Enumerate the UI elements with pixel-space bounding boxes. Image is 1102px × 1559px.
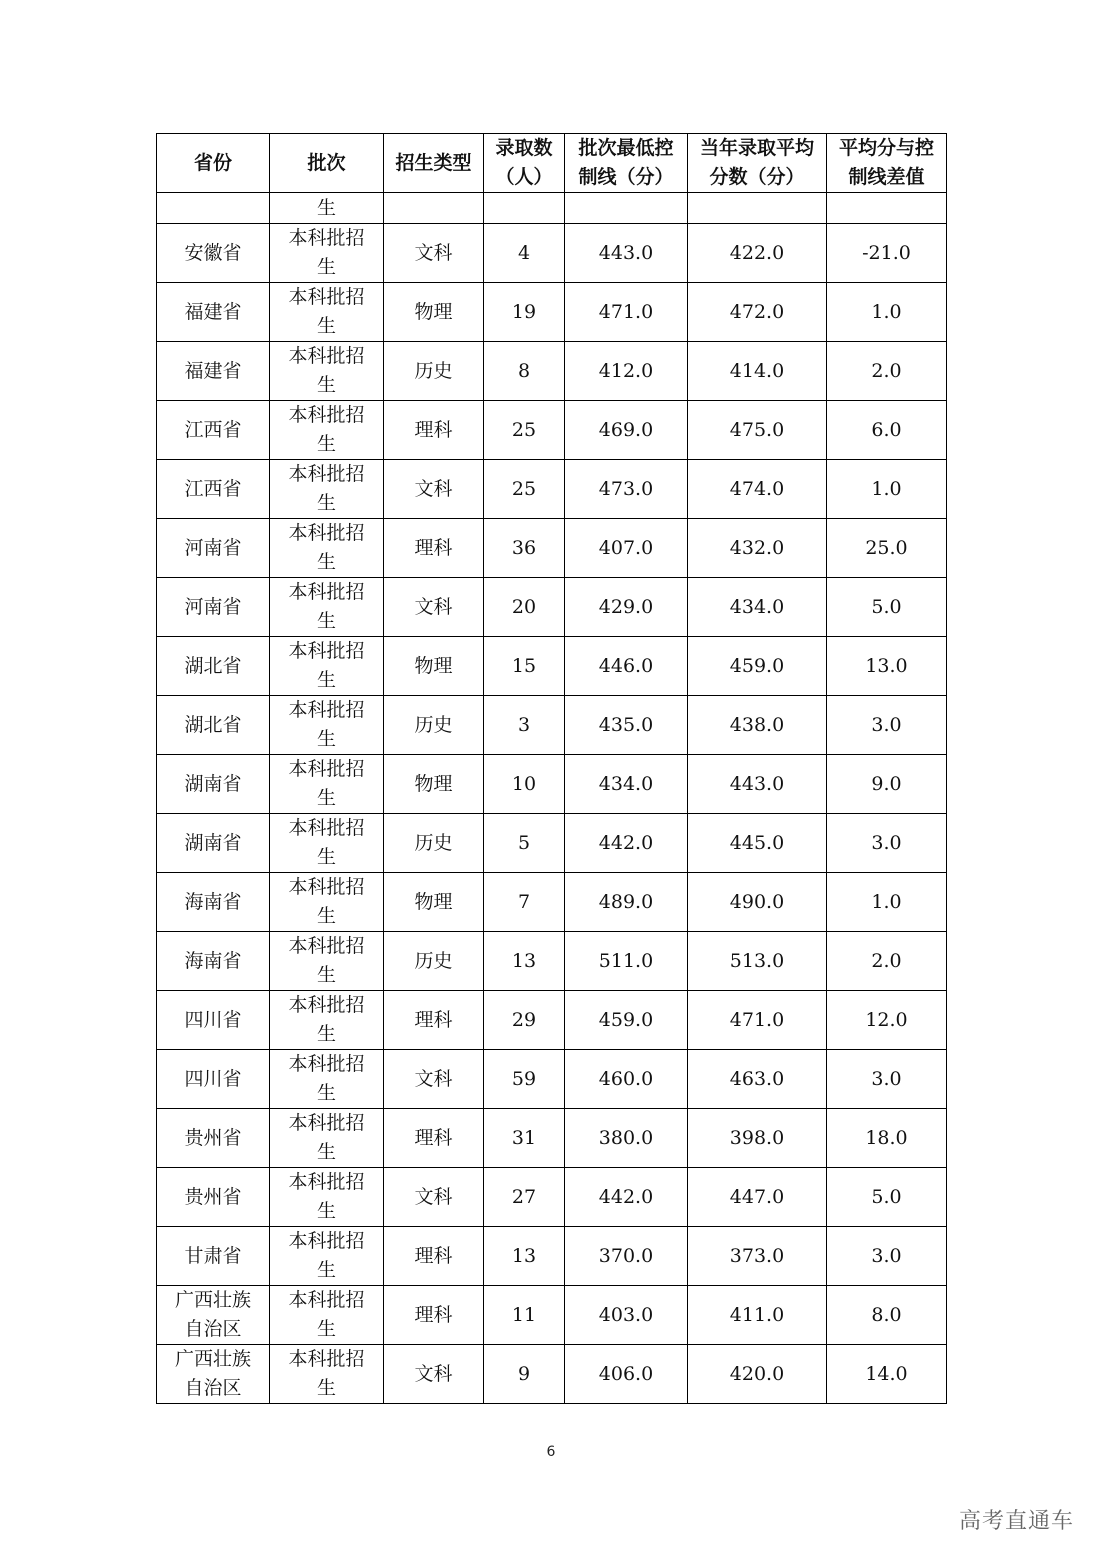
cell-line: 四川省	[184, 1067, 242, 1090]
cell-average-score: 434.0	[688, 578, 827, 637]
admission-scores-table	[156, 133, 947, 1404]
cell-admission-type: 理科	[384, 1286, 484, 1345]
table-cell	[384, 193, 484, 224]
cell-score-difference: 25.0	[827, 519, 947, 578]
table-row	[157, 460, 947, 519]
cell-admitted-count: 29	[484, 991, 565, 1050]
cell-admitted-count: 13	[484, 932, 565, 991]
table-row	[157, 283, 947, 342]
cell-min-control-line: 446.0	[565, 637, 688, 696]
header-province	[157, 134, 270, 193]
cell-min-control-line: 469.0	[565, 401, 688, 460]
cell-province	[157, 873, 270, 932]
cell-batch	[270, 814, 384, 873]
cell-line: 本科批招	[288, 994, 365, 1016]
table-row	[157, 932, 947, 991]
table-header-row	[157, 134, 947, 193]
cell-line: 江西省	[184, 418, 242, 441]
table-row	[157, 637, 947, 696]
cell-line: 福建省	[184, 359, 242, 382]
cell-province	[157, 1109, 270, 1168]
cell-average-score: 438.0	[688, 696, 827, 755]
cell-admitted-count: 36	[484, 519, 565, 578]
cell-average-score: 474.0	[688, 460, 827, 519]
cell-score-difference: 3.0	[827, 814, 947, 873]
cell-admission-type: 历史	[384, 814, 484, 873]
cell-line: 本科批招	[288, 758, 365, 780]
cell-min-control-line: 473.0	[565, 460, 688, 519]
cell-line: 本科批招	[288, 522, 365, 544]
table-row	[157, 519, 947, 578]
cell-min-control-line: 435.0	[565, 696, 688, 755]
cell-line: 生	[316, 1082, 336, 1104]
cell-province	[157, 814, 270, 873]
cell-province	[157, 578, 270, 637]
table-row	[157, 1227, 947, 1286]
cell-line: 本科批招	[288, 1230, 365, 1252]
cell-admitted-count: 15	[484, 637, 565, 696]
cell-line: 生	[316, 374, 336, 396]
cell-min-control-line: 459.0	[565, 991, 688, 1050]
cell-batch	[270, 1345, 384, 1404]
cell-line: 本科批招	[288, 876, 365, 898]
cell-province	[157, 696, 270, 755]
table-row	[157, 755, 947, 814]
cell-score-difference: 12.0	[827, 991, 947, 1050]
cell-score-difference: -21.0	[827, 224, 947, 283]
cell-average-score: 445.0	[688, 814, 827, 873]
cell-line: 招生类型	[395, 151, 472, 174]
cell-score-difference: 3.0	[827, 696, 947, 755]
cell-province	[157, 342, 270, 401]
cell-admission-type: 历史	[384, 696, 484, 755]
cell-average-score: 443.0	[688, 755, 827, 814]
cell-line: 批次最低控	[578, 137, 674, 159]
cell-min-control-line: 434.0	[565, 755, 688, 814]
cell-score-difference: 1.0	[827, 283, 947, 342]
cell-admitted-count: 27	[484, 1168, 565, 1227]
cell-admitted-count: 19	[484, 283, 565, 342]
header-admission-type	[384, 134, 484, 193]
cell-min-control-line: 429.0	[565, 578, 688, 637]
cell-average-score: 475.0	[688, 401, 827, 460]
cell-line: 生	[316, 610, 336, 632]
table-row	[157, 873, 947, 932]
cell-province	[157, 637, 270, 696]
cell-admitted-count: 7	[484, 873, 565, 932]
cell-line: 河南省	[184, 595, 242, 618]
cell-line: 甘肃省	[184, 1244, 242, 1267]
cell-line: 本科批招	[288, 581, 365, 603]
cell-province	[157, 283, 270, 342]
cell-line: 本科批招	[288, 1289, 365, 1311]
cell-line: 制线（分）	[578, 166, 674, 188]
table-row	[157, 1109, 947, 1168]
cell-admitted-count: 13	[484, 1227, 565, 1286]
cell-score-difference: 9.0	[827, 755, 947, 814]
cell-admission-type: 文科	[384, 460, 484, 519]
cell-batch	[270, 342, 384, 401]
cell-min-control-line: 370.0	[565, 1227, 688, 1286]
cell-province	[157, 401, 270, 460]
cell-batch	[270, 932, 384, 991]
cell-admission-type: 物理	[384, 755, 484, 814]
cell-admission-type: 历史	[384, 342, 484, 401]
cell-score-difference: 8.0	[827, 1286, 947, 1345]
cell-admitted-count: 8	[484, 342, 565, 401]
cell-admitted-count: 20	[484, 578, 565, 637]
cell-line: 生	[316, 256, 336, 278]
table-cell	[688, 193, 827, 224]
header-admitted-count	[484, 134, 565, 193]
cell-line: 生	[316, 1141, 336, 1163]
cell-batch	[270, 873, 384, 932]
cell-line: 生	[316, 1259, 336, 1281]
table-row	[157, 224, 947, 283]
table-row	[157, 1345, 947, 1404]
table-row	[157, 1168, 947, 1227]
cell-province	[157, 1286, 270, 1345]
cell-line: 河南省	[184, 536, 242, 559]
header-min-control-line	[565, 134, 688, 193]
table-row	[157, 1050, 947, 1109]
cell-batch	[270, 578, 384, 637]
cell-batch	[270, 224, 384, 283]
cell-line: 生	[316, 492, 336, 514]
cell-line: 海南省	[184, 890, 242, 913]
table-cell: 生	[270, 193, 384, 224]
cell-line: 湖南省	[184, 772, 242, 795]
cell-province	[157, 1168, 270, 1227]
cell-score-difference: 13.0	[827, 637, 947, 696]
cell-batch	[270, 1168, 384, 1227]
cell-min-control-line: 406.0	[565, 1345, 688, 1404]
cell-line: 本科批招	[288, 227, 365, 249]
watermark: 高考直通车	[958, 1509, 1074, 1534]
cell-admitted-count: 59	[484, 1050, 565, 1109]
table-cell	[484, 193, 565, 224]
cell-admitted-count: 25	[484, 460, 565, 519]
table-row	[157, 578, 947, 637]
cell-admission-type: 理科	[384, 401, 484, 460]
cell-line: 平均分与控	[838, 137, 934, 159]
cell-line: 安徽省	[184, 241, 242, 264]
cell-admitted-count: 9	[484, 1345, 565, 1404]
cell-average-score: 420.0	[688, 1345, 827, 1404]
cell-line: 本科批招	[288, 463, 365, 485]
cell-line: 省份	[193, 151, 232, 174]
cell-line: 生	[316, 846, 336, 868]
cell-score-difference: 2.0	[827, 932, 947, 991]
cell-admission-type: 文科	[384, 1050, 484, 1109]
cell-admitted-count: 4	[484, 224, 565, 283]
cell-average-score: 373.0	[688, 1227, 827, 1286]
cell-admission-type: 文科	[384, 1168, 484, 1227]
cell-line: 生	[316, 905, 336, 927]
cell-average-score: 411.0	[688, 1286, 827, 1345]
cell-line: 本科批招	[288, 640, 365, 662]
cell-score-difference: 2.0	[827, 342, 947, 401]
cell-average-score: 472.0	[688, 283, 827, 342]
cell-batch	[270, 460, 384, 519]
cell-admission-type: 物理	[384, 283, 484, 342]
cell-batch	[270, 519, 384, 578]
cell-average-score: 447.0	[688, 1168, 827, 1227]
cell-batch	[270, 637, 384, 696]
cell-line: 福建省	[184, 300, 242, 323]
cell-admission-type: 理科	[384, 1109, 484, 1168]
cell-line: 生	[316, 551, 336, 573]
table-cell	[157, 193, 270, 224]
cell-admitted-count: 3	[484, 696, 565, 755]
cell-admission-type: 文科	[384, 1345, 484, 1404]
cell-min-control-line: 471.0	[565, 283, 688, 342]
header-batch	[270, 134, 384, 193]
cell-line: 生	[316, 669, 336, 691]
cell-min-control-line: 407.0	[565, 519, 688, 578]
cell-province	[157, 1050, 270, 1109]
cell-line: （人）	[495, 166, 553, 188]
cell-line: 分数（分）	[709, 166, 805, 188]
cell-province	[157, 224, 270, 283]
cell-line: 本科批招	[288, 286, 365, 308]
cell-average-score: 513.0	[688, 932, 827, 991]
cell-admission-type: 历史	[384, 932, 484, 991]
cell-score-difference: 6.0	[827, 401, 947, 460]
cell-min-control-line: 380.0	[565, 1109, 688, 1168]
cell-average-score: 463.0	[688, 1050, 827, 1109]
cell-province	[157, 755, 270, 814]
cell-min-control-line: 412.0	[565, 342, 688, 401]
cell-admitted-count: 31	[484, 1109, 565, 1168]
table-row	[157, 814, 947, 873]
cell-line: 本科批招	[288, 1171, 365, 1193]
cell-line: 广西壮族	[174, 1289, 251, 1311]
cell-line: 生	[316, 1377, 336, 1399]
cell-admitted-count: 11	[484, 1286, 565, 1345]
cell-province	[157, 460, 270, 519]
cell-score-difference: 1.0	[827, 460, 947, 519]
cell-line: 本科批招	[288, 404, 365, 426]
cell-line: 生	[316, 315, 336, 337]
cell-batch	[270, 1050, 384, 1109]
cell-admission-type: 物理	[384, 873, 484, 932]
table-cell	[565, 193, 688, 224]
cell-admission-type: 文科	[384, 224, 484, 283]
cell-score-difference: 14.0	[827, 1345, 947, 1404]
cell-average-score: 490.0	[688, 873, 827, 932]
cell-batch	[270, 401, 384, 460]
cell-line: 生	[316, 787, 336, 809]
cell-min-control-line: 442.0	[565, 814, 688, 873]
cell-line: 本科批招	[288, 699, 365, 721]
cell-batch	[270, 1286, 384, 1345]
table-row	[157, 1286, 947, 1345]
cell-line: 生	[316, 1023, 336, 1045]
cell-province	[157, 932, 270, 991]
cell-line: 生	[316, 1318, 336, 1340]
cell-score-difference: 5.0	[827, 1168, 947, 1227]
cell-average-score: 414.0	[688, 342, 827, 401]
cell-line: 本科批招	[288, 1112, 365, 1134]
cell-score-difference: 3.0	[827, 1227, 947, 1286]
cell-admission-type: 理科	[384, 991, 484, 1050]
page-number: 6	[546, 1444, 556, 1460]
table-cell	[827, 193, 947, 224]
cell-line: 海南省	[184, 949, 242, 972]
cell-line: 自治区	[184, 1318, 242, 1340]
table-row-continuation	[157, 193, 947, 224]
cell-line: 本科批招	[288, 345, 365, 367]
cell-admitted-count: 10	[484, 755, 565, 814]
cell-score-difference: 5.0	[827, 578, 947, 637]
table-row	[157, 342, 947, 401]
cell-batch	[270, 696, 384, 755]
header-score-difference	[827, 134, 947, 193]
cell-line: 湖北省	[184, 713, 242, 736]
cell-average-score: 471.0	[688, 991, 827, 1050]
cell-line: 贵州省	[184, 1185, 242, 1208]
cell-line: 当年录取平均	[699, 137, 814, 159]
cell-min-control-line: 443.0	[565, 224, 688, 283]
cell-batch	[270, 283, 384, 342]
cell-average-score: 422.0	[688, 224, 827, 283]
cell-batch	[270, 991, 384, 1050]
cell-line: 生	[316, 1200, 336, 1222]
table-row	[157, 401, 947, 460]
cell-min-control-line: 403.0	[565, 1286, 688, 1345]
cell-min-control-line: 511.0	[565, 932, 688, 991]
cell-province	[157, 1227, 270, 1286]
cell-admission-type: 理科	[384, 1227, 484, 1286]
cell-admission-type: 物理	[384, 637, 484, 696]
cell-line: 湖北省	[184, 654, 242, 677]
header-average-score	[688, 134, 827, 193]
cell-admitted-count: 25	[484, 401, 565, 460]
cell-line: 生	[316, 964, 336, 986]
cell-line: 本科批招	[288, 817, 365, 839]
cell-line: 广西壮族	[174, 1348, 251, 1370]
cell-score-difference: 3.0	[827, 1050, 947, 1109]
cell-line: 自治区	[184, 1377, 242, 1399]
table-row	[157, 696, 947, 755]
cell-admission-type: 理科	[384, 519, 484, 578]
cell-line: 江西省	[184, 477, 242, 500]
cell-line: 生	[316, 433, 336, 455]
cell-min-control-line: 489.0	[565, 873, 688, 932]
cell-admission-type: 文科	[384, 578, 484, 637]
cell-province	[157, 519, 270, 578]
cell-min-control-line: 460.0	[565, 1050, 688, 1109]
cell-average-score: 459.0	[688, 637, 827, 696]
cell-batch	[270, 1227, 384, 1286]
table-row	[157, 991, 947, 1050]
table-body	[157, 193, 947, 1404]
cell-line: 四川省	[184, 1008, 242, 1031]
cell-line: 贵州省	[184, 1126, 242, 1149]
cell-line: 批次	[307, 151, 346, 174]
cell-line: 本科批招	[288, 1348, 365, 1370]
cell-average-score: 398.0	[688, 1109, 827, 1168]
cell-score-difference: 1.0	[827, 873, 947, 932]
cell-batch	[270, 755, 384, 814]
cell-line: 本科批招	[288, 1053, 365, 1075]
cell-admitted-count: 5	[484, 814, 565, 873]
cell-batch	[270, 1109, 384, 1168]
cell-min-control-line: 442.0	[565, 1168, 688, 1227]
cell-line: 制线差值	[848, 166, 925, 188]
cell-line: 湖南省	[184, 831, 242, 854]
cell-score-difference: 18.0	[827, 1109, 947, 1168]
cell-line: 生	[316, 728, 336, 750]
cell-line: 录取数	[495, 137, 553, 159]
cell-province	[157, 1345, 270, 1404]
cell-province	[157, 991, 270, 1050]
cell-average-score: 432.0	[688, 519, 827, 578]
cell-line: 本科批招	[288, 935, 365, 957]
